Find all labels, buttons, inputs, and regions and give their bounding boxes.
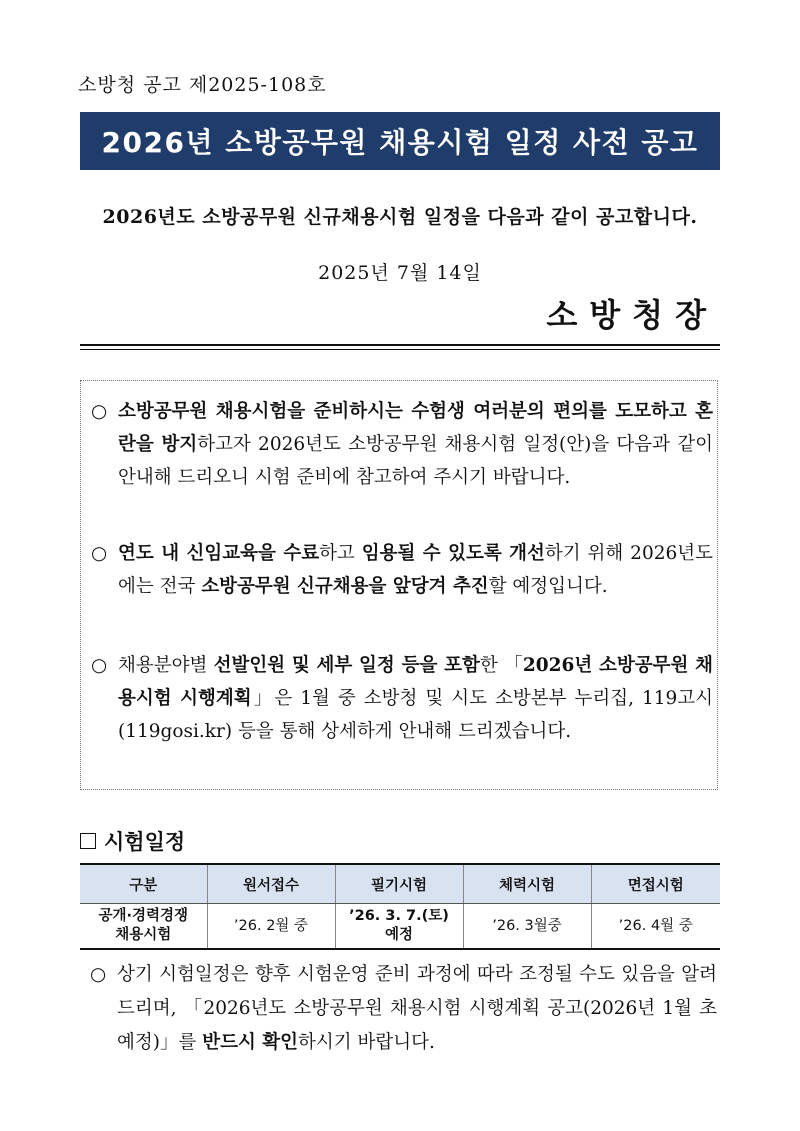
section-heading: [80, 826, 185, 856]
info-item-3-text: [118, 649, 713, 748]
footnote-part-1: 상기 시험일정은 향후 시험운영 준비 과정에 따라 조정될 수도 있음을 알려드리며, 「2026년도 소방공무원 채용시험 시행계획 공고(2026년 1월 초 예정)」를: [117, 964, 717, 1053]
cell-written: [335, 904, 463, 950]
info-item-3-part-3: 한 「: [479, 655, 523, 676]
col-header-application: 원서접수: [207, 864, 335, 904]
info-item-2-emphasis-2: 임용될 수 있도록 개선: [361, 543, 545, 564]
divider-thin: [80, 349, 720, 350]
info-item-2-part-4: 하기 위해 2026년도에는 전국: [118, 543, 713, 597]
info-item-2-part-6: 할 예정입니다.: [488, 576, 608, 597]
notice-number: 소방청 공고 제2025-108호: [78, 74, 327, 96]
footnote-text: [117, 958, 717, 1060]
info-item-3-part-1: 채용분야별: [118, 655, 214, 676]
cell-application: ’26. 2월 중: [207, 904, 335, 950]
col-header-written: 필기시험: [335, 864, 463, 904]
col-header-interview: 면접시험: [591, 864, 720, 904]
info-item-2-text: [118, 537, 713, 603]
issuer-name: 소방청장: [546, 296, 718, 334]
notice-date: 2025년 7월 14일: [318, 262, 482, 284]
info-item-1-text: [118, 395, 713, 494]
cell-physical: ’26. 3월중: [463, 904, 591, 950]
circle-bullet-icon: ○: [91, 401, 108, 422]
square-bullet-icon: [80, 833, 96, 849]
section-title: 시험일정: [104, 830, 186, 854]
info-item-3-emphasis-1: 선발인원 및 세부 일정 등을 포함: [213, 655, 480, 676]
lead-sentence: 2026년도 소방공무원 신규채용시험 일정을 다음과 같이 공고합니다.: [102, 206, 698, 228]
info-item-3-emphasis-2: 2026년 소방공무원 채용시험 시행계획: [118, 655, 713, 709]
circle-bullet-icon: ○: [91, 543, 108, 564]
info-item-1-emphasis: 소방공무원 채용시험을 준비하시는 수험생 여러분의 편의를 도모하고 혼란을 방지: [118, 401, 713, 455]
circle-bullet-icon: ○: [91, 655, 108, 676]
col-header-category: 구분: [80, 864, 207, 904]
cell-written-line1: ’26. 3. 7.(토): [349, 908, 449, 924]
divider-thick: [80, 344, 720, 346]
info-item-1-rest: 하고자 2026년도 소방공무원 채용시험 일정(안)을 다음과 같이 안내해 드리오니 시험 준비에 참고하여 주시기 바랍니다.: [118, 434, 713, 488]
footnote-part-3: 하시기 바랍니다.: [298, 1032, 435, 1053]
page-title: 2026년 소방공무원 채용시험 일정 사전 공고: [80, 112, 720, 170]
table-row: [80, 904, 720, 950]
cell-interview: ’26. 4월 중: [591, 904, 720, 950]
info-box: [80, 380, 718, 790]
col-header-physical: 체력시험: [463, 864, 591, 904]
info-item-2-emphasis-3: 소방공무원 신규채용을 앞당겨 추진: [201, 576, 489, 597]
info-item-2-emphasis-1: 연도 내 신임교육을 수료: [118, 543, 320, 564]
schedule-table: [80, 863, 720, 950]
cell-category-line2: 채용시험: [115, 927, 172, 943]
info-item-3-part-5: 」은 1월 중 소방청 및 시도 소방본부 누리집, 119고시(119gosi.kr) 등을 통해 상세하게 안내해 드리겠습니다.: [118, 688, 713, 742]
circle-bullet-icon: ○: [90, 964, 107, 985]
table-header-row: [80, 864, 720, 904]
info-item-2-part-2: 하고: [319, 543, 362, 564]
cell-written-line2: 예정: [384, 927, 413, 943]
footnote-emphasis: 반드시 확인: [202, 1032, 299, 1053]
cell-category-line1: 공개·경력경쟁: [98, 908, 189, 924]
cell-category: [80, 904, 207, 950]
